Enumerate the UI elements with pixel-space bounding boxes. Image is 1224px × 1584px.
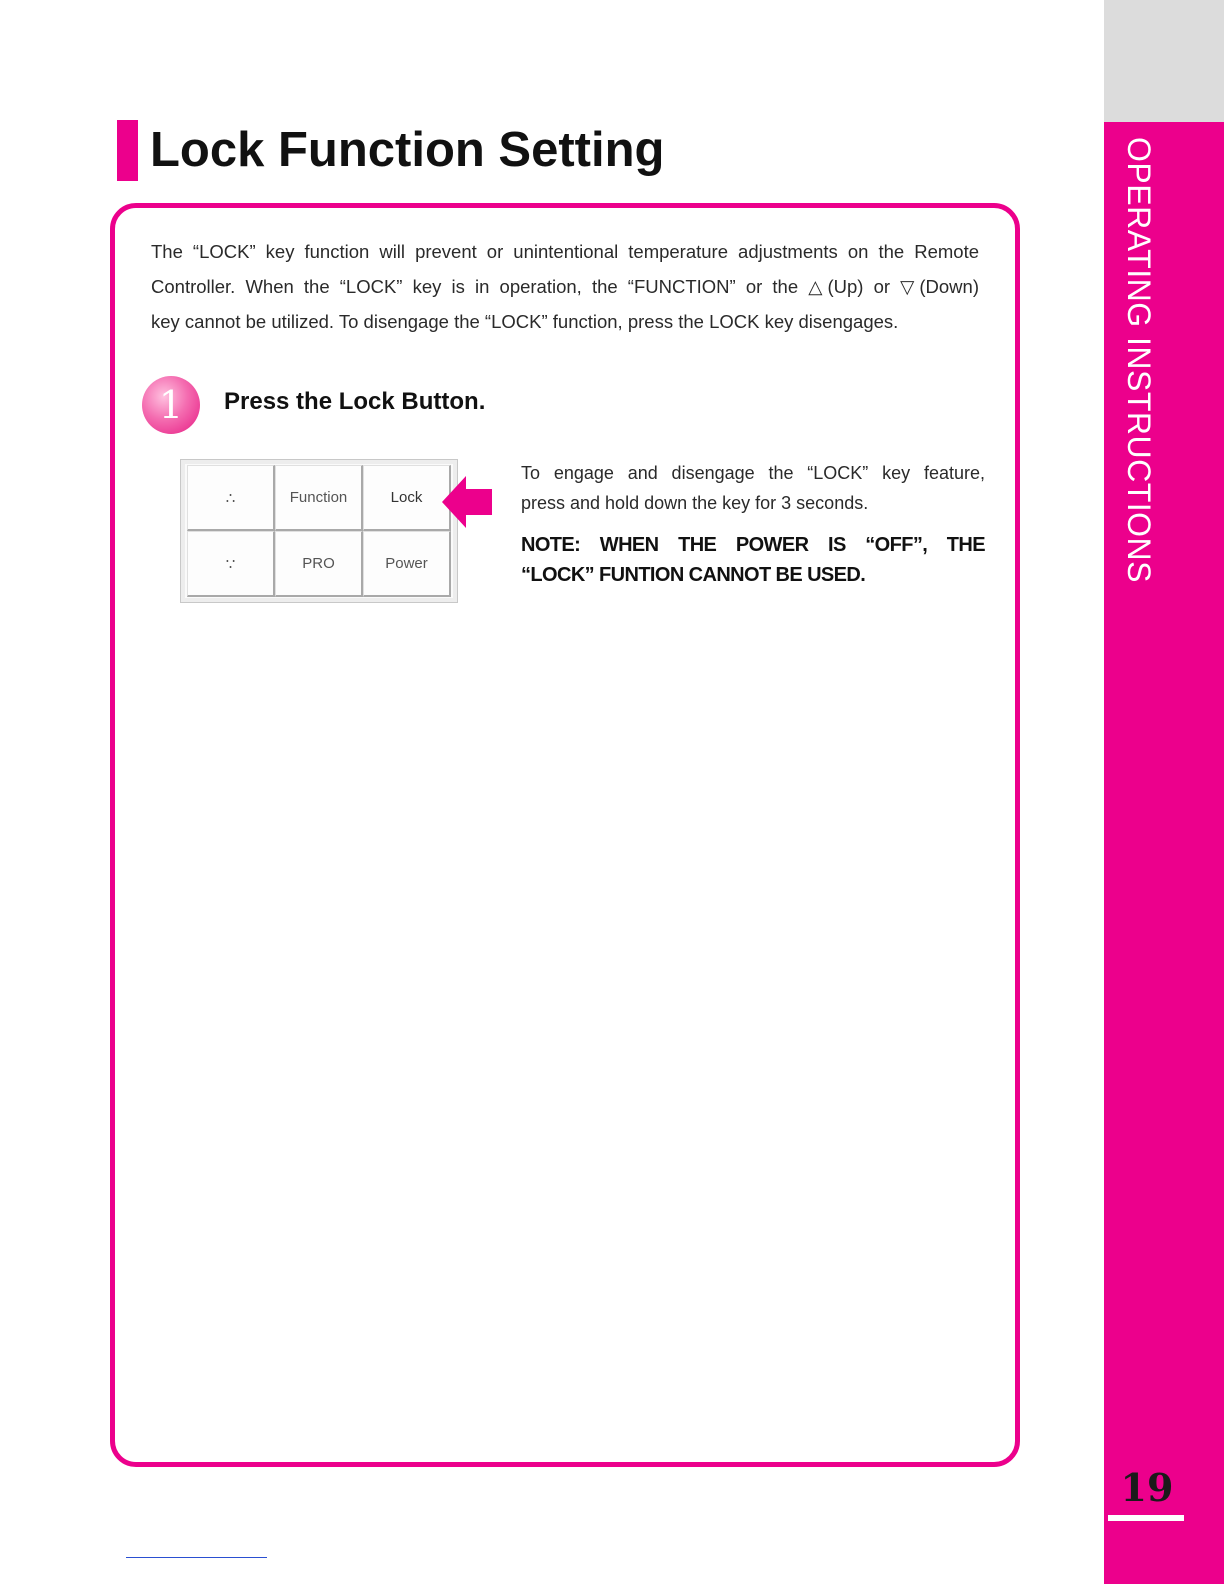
page-title: Lock Function Setting xyxy=(150,123,665,177)
power-off-note xyxy=(521,530,985,590)
down-triangle-dots-icon: ∵ xyxy=(225,555,236,573)
up-triangle-dots-icon: ∴ xyxy=(225,489,236,507)
lock-key-label: Lock xyxy=(390,489,423,506)
sidebar-top-block xyxy=(1104,0,1224,122)
note-line: “LOCK” FUNTION CANNOT BE USED. xyxy=(521,564,866,586)
pro-key-label: PRO xyxy=(302,555,335,572)
instruction-line: press and hold down the key for 3 seconds. xyxy=(521,493,869,513)
keypad-grid xyxy=(187,465,451,597)
function-key xyxy=(275,465,363,531)
sidebar-section-label: OPERATING INSTRUCTIONS xyxy=(1121,137,1157,583)
step-number-badge: 1 xyxy=(142,376,200,434)
function-key-label: Function xyxy=(289,489,348,506)
intro-line: key cannot be utilized. To disengage the “LOCK” function, press the LOCK key disengages. xyxy=(151,311,899,332)
footer-rule xyxy=(126,1557,267,1558)
power-key xyxy=(363,531,451,597)
intro-line: Controller. When the “LOCK” key is in operation, the “FUNCTION” or the △(Up) or ▽(Down) xyxy=(151,276,979,297)
instruction-text xyxy=(521,458,985,518)
step-title: Press the Lock Button. xyxy=(224,388,486,415)
remote-keypad-illustration xyxy=(180,459,458,603)
pointer-arrow-icon xyxy=(438,472,494,532)
page-number: 19 xyxy=(1120,1465,1174,1510)
power-key-label: Power xyxy=(385,555,428,572)
down-key xyxy=(187,531,275,597)
pro-key xyxy=(275,531,363,597)
page-number-underline xyxy=(1108,1515,1184,1521)
intro-paragraph xyxy=(151,234,979,339)
instruction-line: To engage and disengage the “LOCK” key feature, xyxy=(521,463,985,483)
note-line: NOTE: WHEN THE POWER IS “OFF”, THE xyxy=(521,534,985,556)
intro-line: The “LOCK” key function will prevent or unintentional temperature adjustments on the Remote xyxy=(151,241,979,262)
up-key xyxy=(187,465,275,531)
title-marker xyxy=(117,120,138,181)
